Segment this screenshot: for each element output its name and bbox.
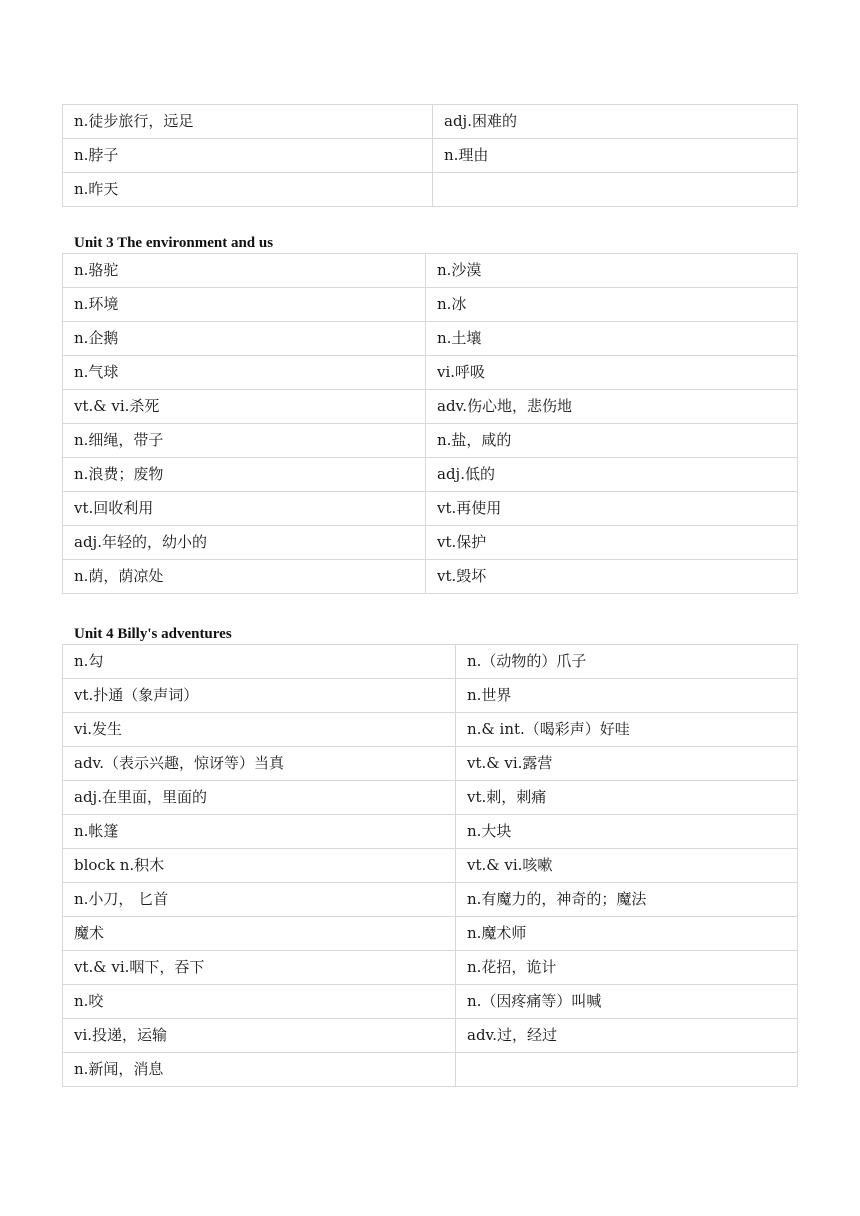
vocab-cell: adj.困难的 bbox=[433, 105, 798, 139]
vocab-cell: n.大块 bbox=[456, 815, 798, 849]
table-row bbox=[63, 917, 798, 951]
vocab-cell: vt.保护 bbox=[426, 526, 798, 560]
table-row bbox=[63, 645, 798, 679]
vocab-cell: vt.刺，刺痛 bbox=[456, 781, 798, 815]
table-row bbox=[63, 781, 798, 815]
vocab-cell: n.新闻，消息 bbox=[63, 1053, 456, 1087]
vocab-cell: n.浪费；废物 bbox=[63, 458, 426, 492]
table-row bbox=[63, 560, 798, 594]
vocab-cell: n.魔术师 bbox=[456, 917, 798, 951]
vocab-cell: n.土壤 bbox=[426, 322, 798, 356]
vocab-cell: n.沙漠 bbox=[426, 254, 798, 288]
table-row bbox=[63, 173, 798, 207]
table-row bbox=[63, 713, 798, 747]
vocab-cell: vt.回收利用 bbox=[63, 492, 426, 526]
table-row bbox=[63, 1053, 798, 1087]
vocab-cell: vt.再使用 bbox=[426, 492, 798, 526]
vocab-cell: n.（动物的）爪子 bbox=[456, 645, 798, 679]
vocab-cell: n.徒步旅行，远足 bbox=[63, 105, 433, 139]
section-title: Unit 3 The environment and us bbox=[74, 235, 274, 251]
table-row bbox=[63, 679, 798, 713]
vocab-cell: vi.发生 bbox=[63, 713, 456, 747]
vocab-cell: vi.呼吸 bbox=[426, 356, 798, 390]
table-row bbox=[63, 526, 798, 560]
vocab-cell: adj.年轻的，幼小的 bbox=[63, 526, 426, 560]
vocab-cell: n.企鹅 bbox=[63, 322, 426, 356]
table-row bbox=[63, 747, 798, 781]
vocab-cell: n.（因疼痛等）叫喊 bbox=[456, 985, 798, 1019]
table-row bbox=[63, 951, 798, 985]
table-row bbox=[63, 1019, 798, 1053]
vocab-cell: 魔术 bbox=[63, 917, 456, 951]
vocab-cell: vt.& vi.杀死 bbox=[63, 390, 426, 424]
table-row bbox=[63, 492, 798, 526]
table-row bbox=[63, 139, 798, 173]
vocab-cell: vt.扑通（象声词） bbox=[63, 679, 456, 713]
vocab-cell: n.勾 bbox=[63, 645, 456, 679]
vocab-cell: n.世界 bbox=[456, 679, 798, 713]
vocab-cell: n.环境 bbox=[63, 288, 426, 322]
vocab-cell: n.冰 bbox=[426, 288, 798, 322]
vocab-table bbox=[62, 644, 798, 1087]
vocab-cell: n.& int.（喝彩声）好哇 bbox=[456, 713, 798, 747]
vocab-cell: n.气球 bbox=[63, 356, 426, 390]
table-row bbox=[63, 424, 798, 458]
vocab-cell: n.帐篷 bbox=[63, 815, 456, 849]
vocab-cell: vt.& vi.咽下，吞下 bbox=[63, 951, 456, 985]
table-row bbox=[63, 288, 798, 322]
vocab-cell: adj.在里面，里面的 bbox=[63, 781, 456, 815]
vocab-cell: vi.投递，运输 bbox=[63, 1019, 456, 1053]
vocab-cell: n.理由 bbox=[433, 139, 798, 173]
vocab-cell: n.有魔力的，神奇的；魔法 bbox=[456, 883, 798, 917]
table-row bbox=[63, 356, 798, 390]
table-row bbox=[63, 458, 798, 492]
table-row bbox=[63, 390, 798, 424]
vocab-table bbox=[62, 104, 798, 207]
vocab-cell bbox=[456, 1053, 798, 1087]
vocab-cell: vt.& vi.咳嗽 bbox=[456, 849, 798, 883]
vocab-cell: n.盐，咸的 bbox=[426, 424, 798, 458]
vocab-cell: n.脖子 bbox=[63, 139, 433, 173]
vocab-cell: adj.低的 bbox=[426, 458, 798, 492]
vocab-cell: vt.& vi.露营 bbox=[456, 747, 798, 781]
vocab-cell: n.小刀， 匕首 bbox=[63, 883, 456, 917]
vocab-table bbox=[62, 253, 798, 594]
table-row bbox=[63, 849, 798, 883]
vocab-cell: n.骆驼 bbox=[63, 254, 426, 288]
table-row bbox=[63, 254, 798, 288]
section-title: Unit 4 Billy's adventures bbox=[74, 626, 232, 642]
vocab-cell: adv.过，经过 bbox=[456, 1019, 798, 1053]
vocab-cell: n.昨天 bbox=[63, 173, 433, 207]
table-row bbox=[63, 883, 798, 917]
vocab-cell: adv.（表示兴趣，惊讶等）当真 bbox=[63, 747, 456, 781]
vocab-cell: n.荫，荫凉处 bbox=[63, 560, 426, 594]
table-row bbox=[63, 815, 798, 849]
table-row bbox=[63, 322, 798, 356]
table-row bbox=[63, 105, 798, 139]
vocab-cell: vt.毁坏 bbox=[426, 560, 798, 594]
vocab-cell: n.咬 bbox=[63, 985, 456, 1019]
vocab-cell bbox=[433, 173, 798, 207]
table-row bbox=[63, 985, 798, 1019]
vocab-cell: adv.伤心地，悲伤地 bbox=[426, 390, 798, 424]
vocab-cell: block n.积木 bbox=[63, 849, 456, 883]
vocab-cell: n.花招，诡计 bbox=[456, 951, 798, 985]
vocab-cell: n.细绳，带子 bbox=[63, 424, 426, 458]
